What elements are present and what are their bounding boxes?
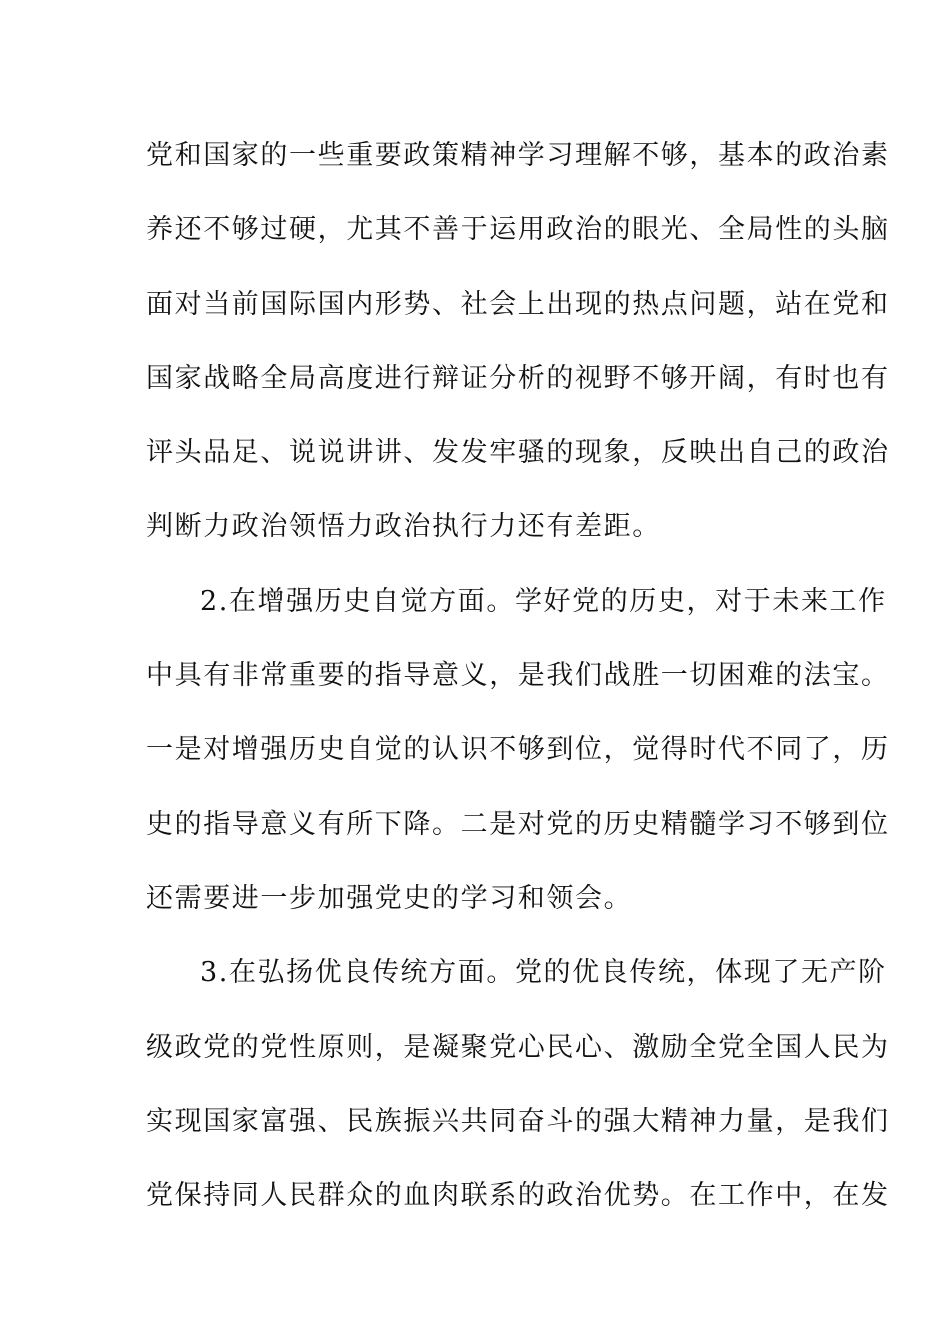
text-line: 党和国家的一些重要政策精神学习理解不够，基本的政治素 <box>146 140 890 171</box>
section-heading-line: 3.在弘扬优良传统方面。党的优良传统，体现了无产阶 <box>200 957 887 989</box>
text-line: 判断力政治领悟力政治执行力还有差距。 <box>146 511 661 543</box>
text-line: 中具有非常重要的指导意义，是我们战胜一切困难的法宝。 <box>146 660 890 692</box>
text-line: 评头品足、说说讲讲、发发牢骚的现象，反映出自己的政治 <box>146 437 890 469</box>
text-line: 级政党的党性原则，是凝聚党心民心、激励全党全国人民为 <box>146 1031 890 1063</box>
text-line: 史的指导意义有所下降。二是对党的历史精髓学习不够到位 <box>146 808 890 840</box>
text-line: 实现国家富强、民族振兴共同奋斗的强大精神力量，是我们 <box>146 1105 890 1137</box>
text-line: 一是对增强历史自觉的认识不够到位，觉得时代不同了，历 <box>146 734 890 766</box>
text-line: 还需要进一步加强党史的学习和领会。 <box>146 882 633 914</box>
text-line: 面对当前国际国内形势、社会上出现的热点问题，站在党和 <box>146 288 890 320</box>
body-text <box>146 131 890 1245</box>
text-line: 养还不够过硬，尤其不善于运用政治的眼光、全局性的头脑 <box>146 214 890 246</box>
text-line: 国家战略全局高度进行辩证分析的视野不够开阔，有时也有 <box>146 362 890 394</box>
text-line: 党保持同人民群众的血肉联系的政治优势。在工作中，在发 <box>146 1180 890 1212</box>
section-heading-line: 2.在增强历史自觉方面。学好党的历史，对于未来工作 <box>200 585 887 617</box>
